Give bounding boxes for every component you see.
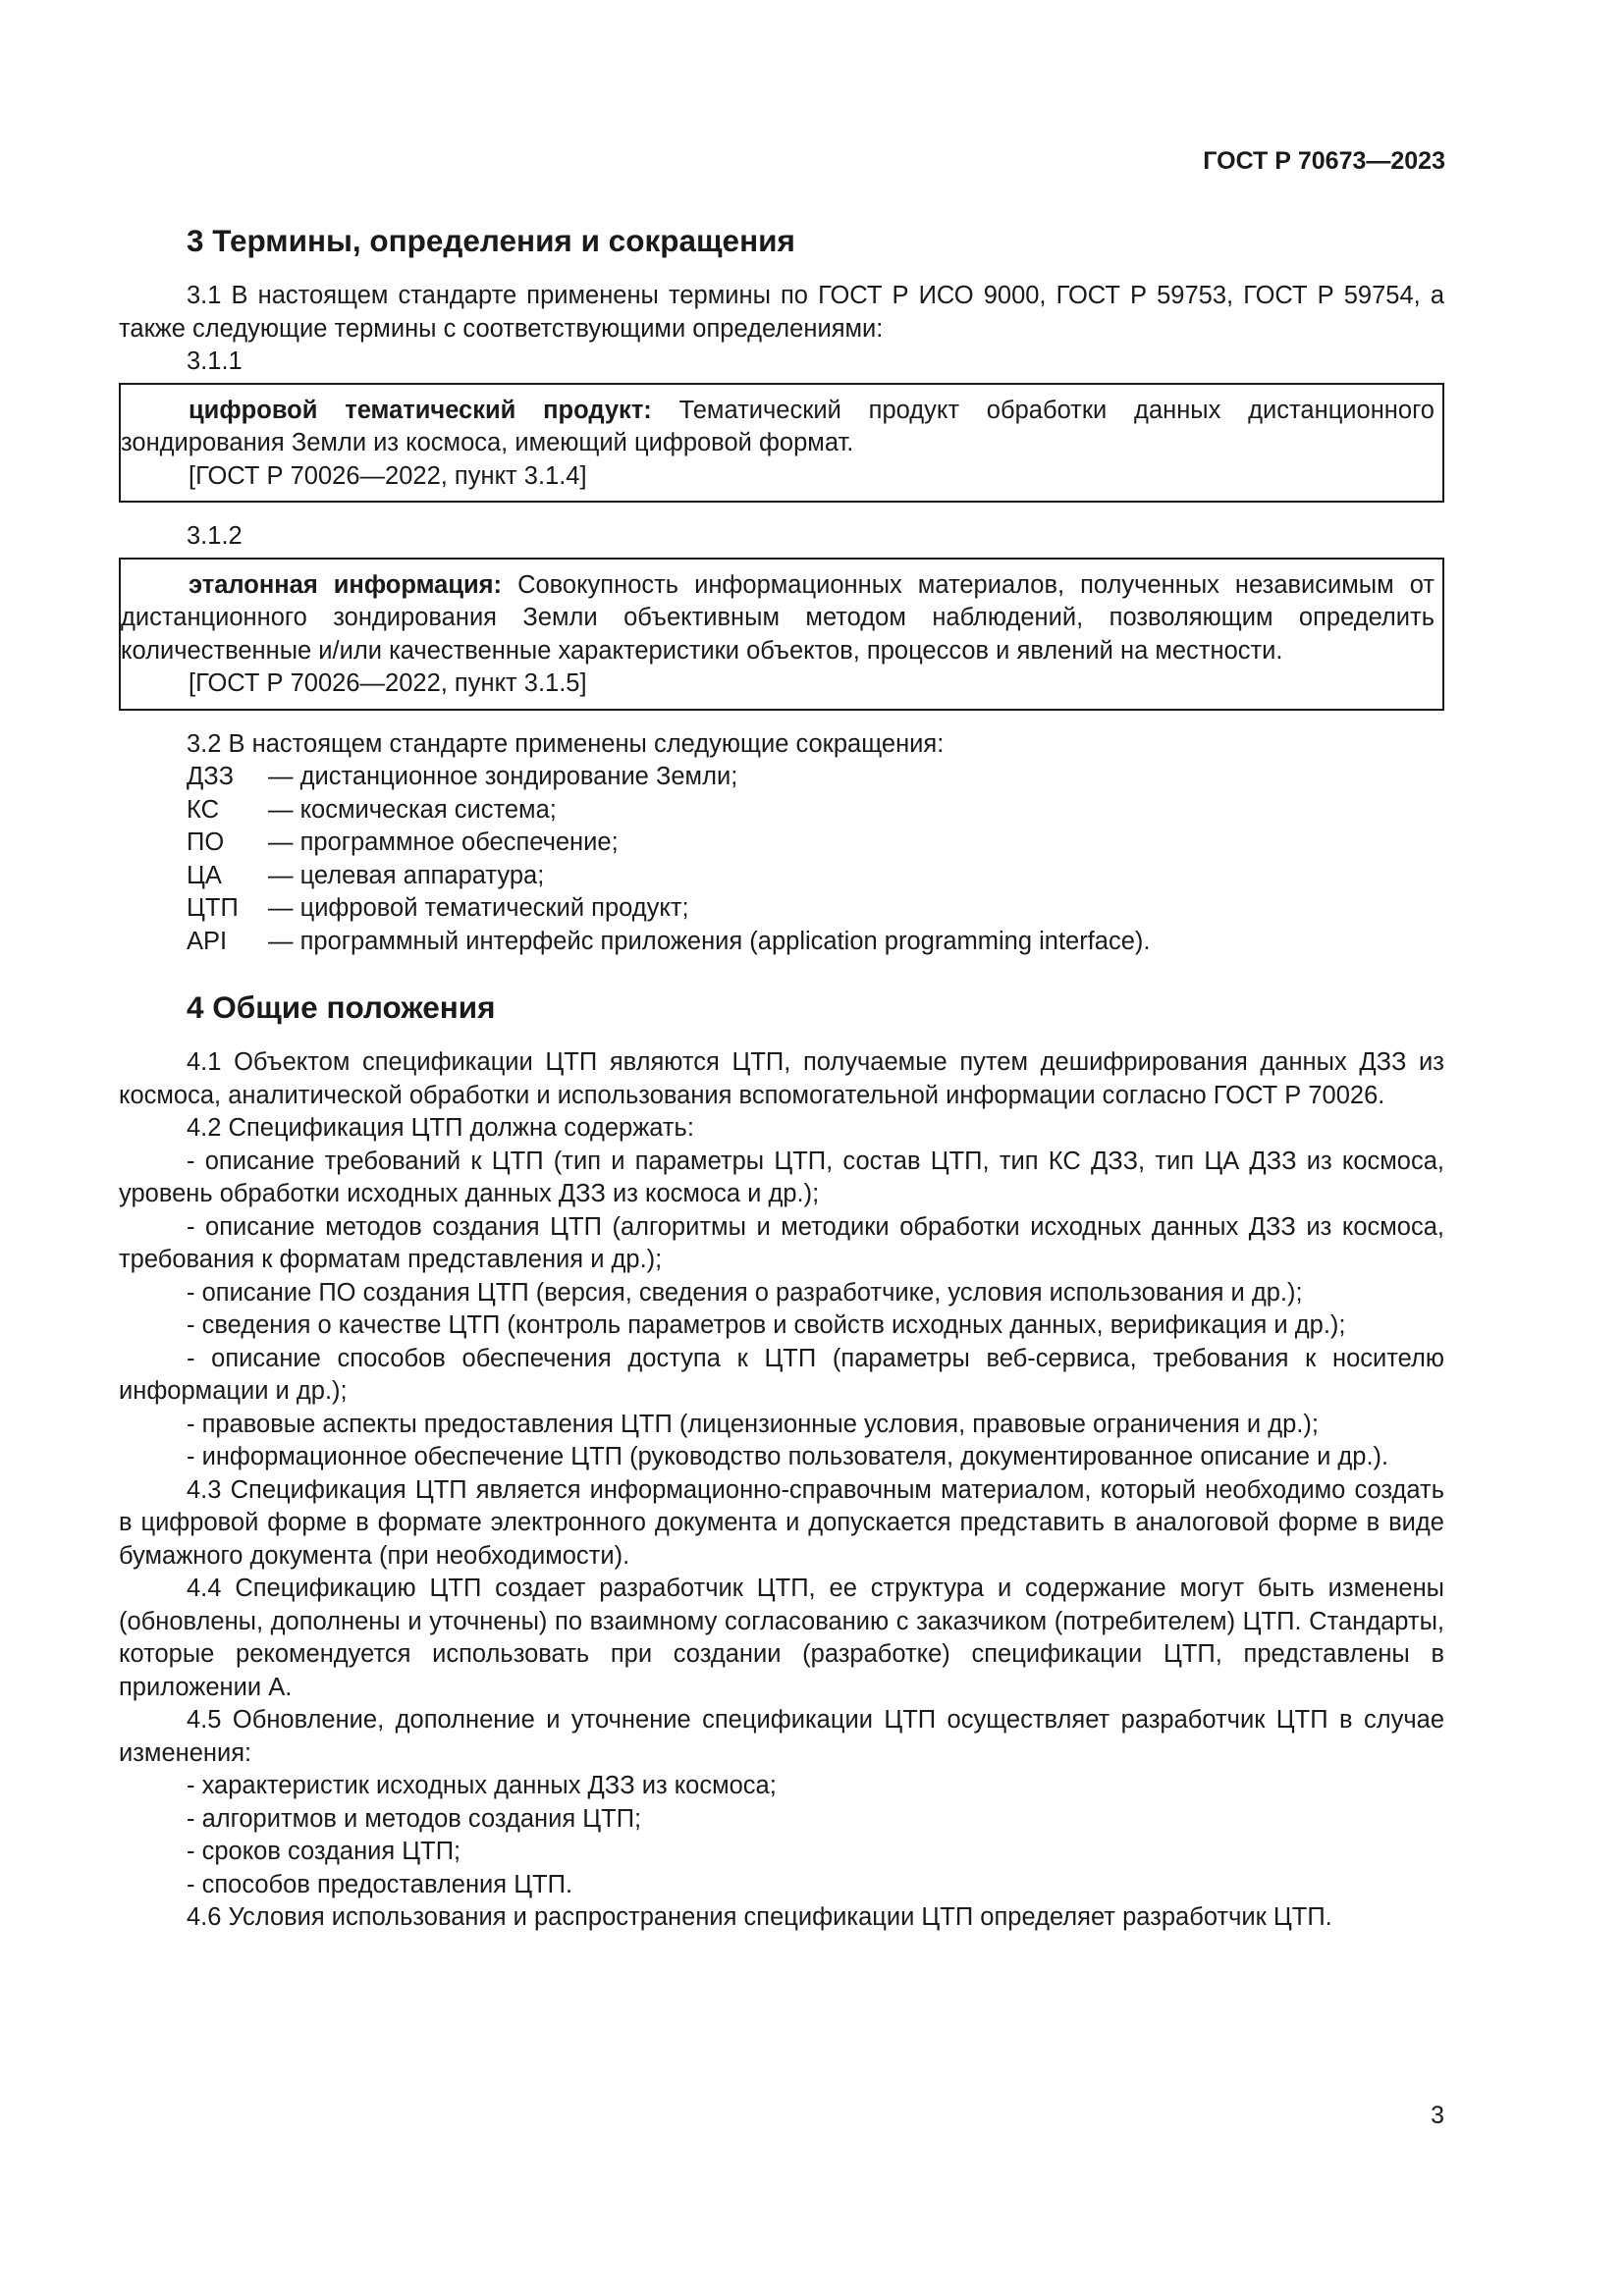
abbreviation-row — [119, 892, 1444, 926]
paragraph-4-4: 4.4 Спецификацию ЦТП создает разработчик ЦТП, ее структура и содержание могут быть изменены (обновлены, дополнены и уточнены) по взаимному согласованию с заказчиком (потребителем) ЦТП. Стандарты, которые рекомендуется использовать при создании (разработке) спецификации ЦТП, представлены в приложении А. — [119, 1575, 1444, 1701]
abbreviation-value: — целевая аппаратура; — [268, 861, 545, 889]
term-source: [ГОСТ Р 70026—2022, пункт 3.1.4] — [189, 461, 587, 490]
abbreviation-list — [119, 761, 1444, 958]
abbreviation-value: — цифровой тематический продукт; — [268, 894, 689, 922]
abbreviation-value: — дистанционное зондирование Земли; — [268, 763, 738, 790]
abbreviation-key: ПО — [187, 828, 225, 856]
term-definition-text: Совокупность информационных материалов, полученных независимым от дистанционного зондирования Земли объективным методом наблюдений, позволяющим определить количественные и/или качественные характеристики объектов, процессов и явлений на местности. — [121, 570, 1435, 665]
page-number: 3 — [1431, 2102, 1444, 2129]
list-item: - правовые аспекты предоставления ЦТП (лицензионные условия, правовые ограничения и др.); — [187, 1410, 1319, 1438]
term-number-3-1-1: 3.1.1 — [187, 347, 243, 375]
term-name: эталонная информация: — [189, 570, 503, 599]
abbreviation-row — [119, 794, 1444, 828]
document-code-header: ГОСТ Р 70673—2023 — [1203, 147, 1445, 175]
abbreviation-value: — программный интерфейс приложения (application programming interface). — [268, 927, 1151, 955]
section-4-title: 4 Общие положения — [187, 989, 496, 1025]
paragraph-4-6: 4.6 Условия использования и распространения спецификации ЦТП определяет разработчик ЦТП. — [187, 1903, 1332, 1931]
term-definition-3-1-2 — [121, 569, 1442, 668]
abbreviation-row — [119, 926, 1444, 959]
paragraph-4-2: 4.2 Спецификация ЦТП должна содержать: — [187, 1114, 694, 1142]
term-definition-text: Тематический продукт обработки данных дистанционного зондирования Земли из космоса, имеющий цифровой формат. — [121, 396, 1435, 456]
abbreviation-row — [119, 761, 1444, 794]
list-item: - описание требований к ЦТП (тип и параметры ЦТП, состав ЦТП, тип КС ДЗЗ, тип ЦА ДЗЗ из космоса, уровень обработки исходных данных ДЗЗ из космоса и др.); — [119, 1147, 1444, 1207]
page-content — [119, 221, 1444, 1935]
list-item: - описание способов обеспечения доступа к ЦТП (параметры веб-сервиса, требования к носителю информации и др.); — [119, 1344, 1444, 1405]
list-item: - информационное обеспечение ЦТП (руководство пользователя, документированное описание и др.). — [187, 1443, 1389, 1470]
paragraph-4-5: 4.5 Обновление, дополнение и уточнение спецификации ЦТП осуществляет разработчик ЦТП в случае изменения: — [119, 1706, 1444, 1767]
list-item: - сроков создания ЦТП; — [187, 1838, 461, 1865]
abbreviation-value: — космическая система; — [268, 795, 557, 824]
paragraph-4-1: 4.1 Объектом спецификации ЦТП являются ЦТП, получаемые путем дешифрирования данных ДЗЗ из космоса, аналитической обработки и использования вспомогательной информации согласно ГОСТ Р 70026. — [119, 1048, 1444, 1109]
paragraph-4-3: 4.3 Спецификация ЦТП является информационно-справочным материалом, который необходимо создать в цифровой форме в формате электронного документа и допускается представить в аналоговой форме в виде бумажного документа (при необходимости). — [119, 1475, 1444, 1570]
abbreviation-row — [119, 860, 1444, 893]
abbreviation-key: КС — [187, 795, 219, 824]
term-box-3-1-2 — [119, 558, 1444, 711]
paragraph-3-2: 3.2 В настоящем стандарте применены следующие сокращения: — [187, 729, 945, 758]
term-definition-3-1-1 — [121, 395, 1442, 460]
list-item: - сведения о качестве ЦТП (контроль параметров и свойств исходных данных, верификация и др.); — [187, 1311, 1346, 1339]
list-item: - описание методов создания ЦТП (алгоритмы и методики обработки исходных данных ДЗЗ из космоса, требования к форматам представления и др.); — [119, 1212, 1444, 1273]
list-item: - алгоритмов и методов создания ЦТП; — [187, 1804, 642, 1833]
abbreviation-key: API — [187, 927, 228, 955]
abbreviation-key: ДЗЗ — [187, 763, 235, 790]
list-item: - описание ПО создания ЦТП (версия, сведения о разработчике, условия использования и др.); — [187, 1278, 1303, 1307]
paragraph-3-1: 3.1 В настоящем стандарте применены термины по ГОСТ Р ИСО 9000, ГОСТ Р 59753, ГОСТ Р 59754, а также следующие термины с соответствующими определениями: — [119, 282, 1444, 343]
term-box-3-1-1 — [119, 383, 1444, 504]
section-3-title: 3 Термины, определения и сокращения — [187, 223, 795, 258]
abbreviation-key: ЦА — [187, 861, 222, 889]
list-item: - характеристик исходных данных ДЗЗ из космоса; — [187, 1772, 777, 1799]
term-number-3-1-2: 3.1.2 — [187, 522, 243, 550]
term-name: цифровой тематический продукт: — [189, 396, 652, 424]
list-item: - способов предоставления ЦТП. — [187, 1870, 573, 1898]
term-source: [ГОСТ Р 70026—2022, пункт 3.1.5] — [189, 669, 587, 697]
abbreviation-row — [119, 827, 1444, 860]
abbreviation-value: — программное обеспечение; — [268, 828, 619, 856]
abbreviation-key: ЦТП — [187, 894, 239, 922]
